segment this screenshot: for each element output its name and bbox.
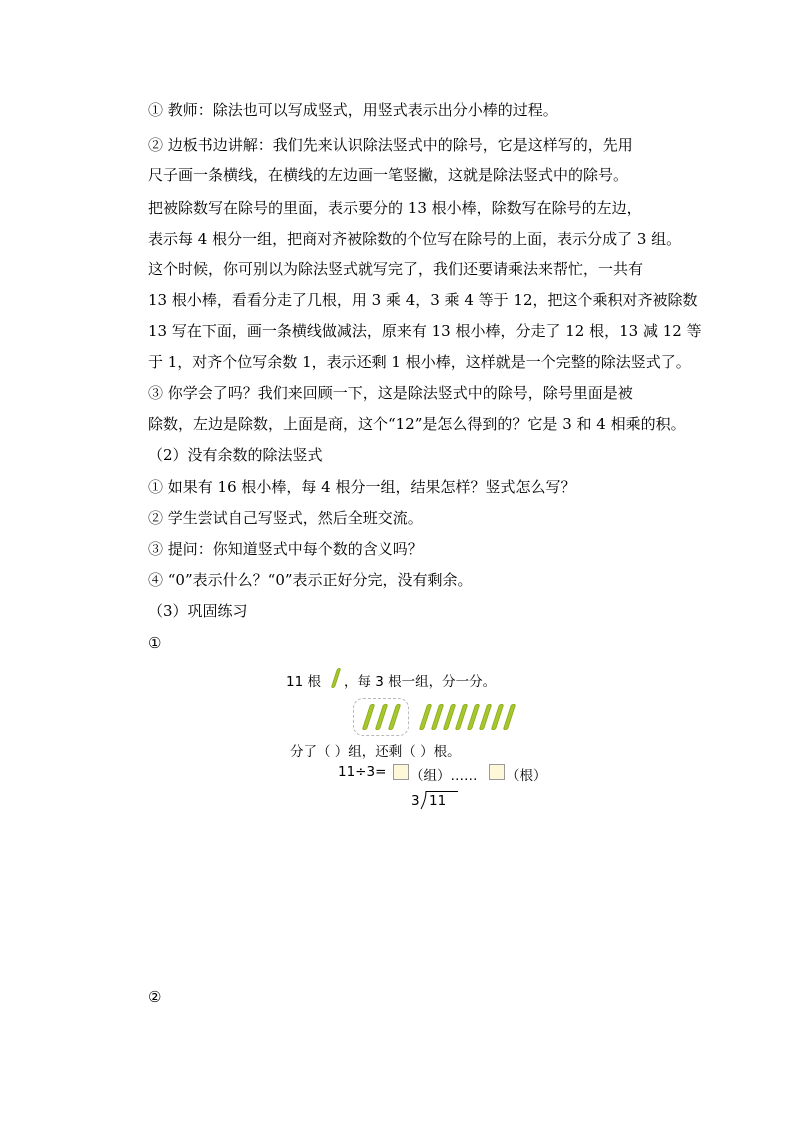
stick-icon	[419, 704, 432, 730]
stick-icon	[455, 704, 468, 730]
stick-icon	[491, 704, 504, 730]
equation-left: 11÷3=	[338, 764, 387, 780]
paragraph-multiply-4: 于 1，对齐个位写余数 1，表示还剩 1 根小棒，这样就是一个完整的除法竖式了。	[148, 353, 691, 371]
question-2: ② 学生尝试自己写竖式，然后全班交流。	[148, 509, 423, 527]
paragraph-explain-2: 尺子画一条横线，在横线的左边画一笔竖撇，这就是除法竖式中的除号。	[148, 166, 629, 184]
long-division-divisor: 3	[411, 793, 420, 809]
exercise-figure	[280, 660, 580, 810]
paragraph-dividend-2: 表示每 4 根分一组，把商对齐被除数的个位写在除号的上面，表示分成了 3 组。	[148, 230, 682, 248]
question-4: ④ “0”表示什么？“0”表示正好分完，没有剩余。	[148, 571, 473, 589]
paragraph-teacher: ① 教师：除法也可以写成竖式，用竖式表示出分小棒的过程。	[148, 101, 558, 119]
stick-icon	[479, 704, 492, 730]
exercise-instruction: ，每 3 根一组，分一分。	[344, 674, 497, 690]
paragraph-review-1: ③ 你学会了吗？我们来回顾一下，这是除法竖式中的除号，除号里面是被	[148, 384, 633, 402]
heading-no-remainder: （2）没有余数的除法竖式	[148, 446, 323, 464]
answer-box-groups[interactable]	[393, 764, 409, 780]
equation-remainder-unit: （根）	[506, 768, 547, 784]
stick-icon	[331, 668, 341, 688]
paragraph-review-2: 除数，左边是除数，上面是商，这个“12”是怎么得到的？它是 3 和 4 相乘的积。	[148, 415, 686, 433]
exercise-number-2: ②	[148, 988, 162, 1006]
paragraph-multiply-1: 这个时候，你可别以为除法竖式就写完了，我们还要请乘法来帮忙，一共有	[148, 260, 644, 278]
division-bracket	[420, 790, 428, 810]
exercise-number-1: ①	[148, 634, 162, 652]
paragraph-multiply-2: 13 根小棒，看看分走了几根，用 3 乘 4，3 乘 4 等于 12，把这个乘积对齐被除数	[148, 291, 698, 309]
equation-groups-unit: （组）……	[410, 768, 478, 784]
paragraph-dividend-1: 把被除数写在除号的里面，表示要分的 13 根小棒，除数写在除号的左边，	[148, 199, 642, 217]
paragraph-explain-1: ② 边板书边讲解：我们先来认识除法竖式中的除号，它是这样写的，先用	[148, 136, 633, 154]
answer-box-remainder[interactable]	[489, 764, 505, 780]
long-division-dividend: 11	[429, 793, 447, 809]
exercise-stick-count: 11 根	[286, 674, 321, 690]
exercise-groups-question: 分了（ ）组，还剩（ ）根。	[290, 744, 461, 760]
stick-icon	[443, 704, 456, 730]
stick-icon	[431, 704, 444, 730]
division-bar	[426, 791, 458, 792]
heading-practice: （3）巩固练习	[148, 602, 248, 620]
question-1: ① 如果有 16 根小棒，每 4 根分一组，结果怎样？竖式怎么写？	[148, 478, 576, 496]
stick-icon	[467, 704, 480, 730]
question-3: ③ 提问：你知道竖式中每个数的含义吗？	[148, 540, 423, 558]
paragraph-multiply-3: 13 写在下面，画一条横线做减法，原来有 13 根小棒，分走了 12 根，13 减 12 等	[148, 322, 702, 340]
stick-icon	[503, 704, 516, 730]
